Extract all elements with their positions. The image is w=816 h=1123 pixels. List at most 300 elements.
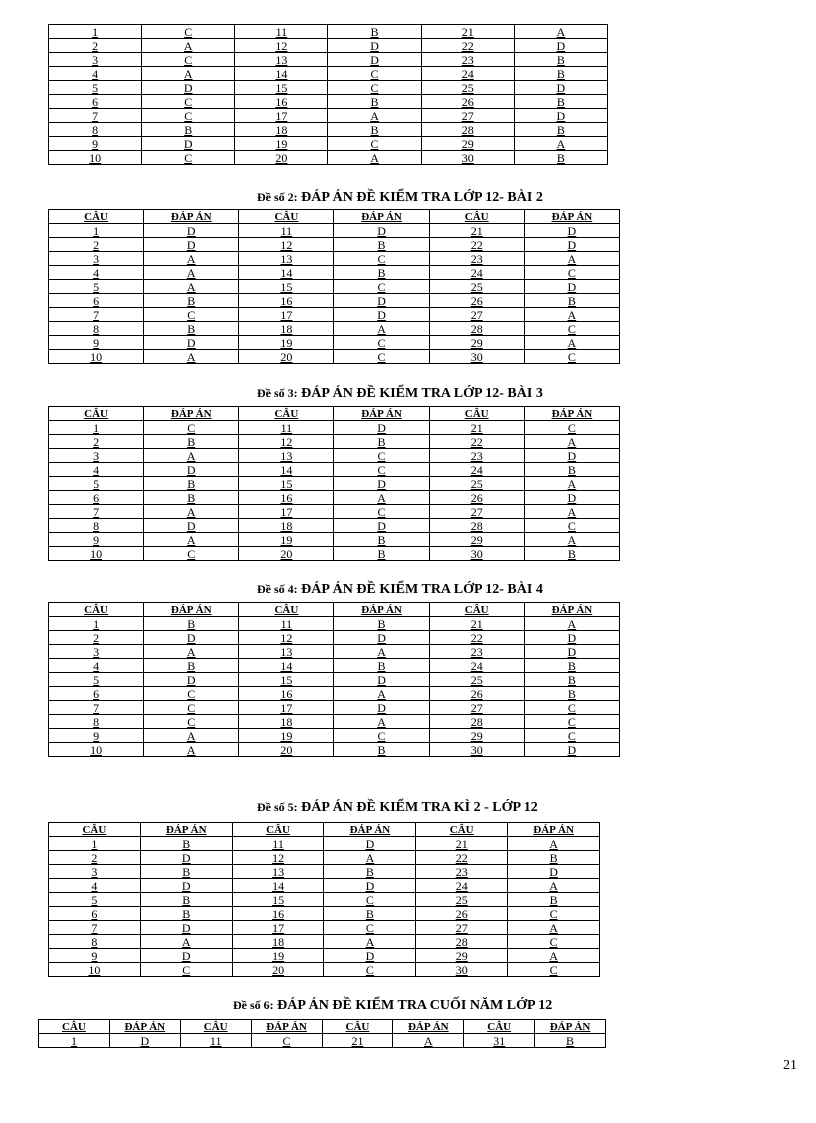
- answer-cell: B: [328, 123, 421, 137]
- table-row: [49, 53, 608, 67]
- table-row: [49, 687, 620, 701]
- question-number-cell: 30: [429, 743, 524, 757]
- answer-cell: D: [334, 224, 429, 238]
- question-number-cell: 23: [429, 645, 524, 659]
- answer-cell: A: [142, 67, 235, 81]
- table-row: [39, 1034, 606, 1048]
- table-row: [49, 865, 600, 879]
- question-number-cell: 17: [239, 308, 334, 322]
- question-number-cell: 25: [429, 673, 524, 687]
- question-number-cell: 13: [232, 865, 324, 879]
- question-number-cell: 9: [49, 533, 144, 547]
- question-number-cell: 9: [49, 949, 141, 963]
- header-cell: CÂU: [49, 407, 144, 421]
- answer-cell: C: [140, 963, 232, 977]
- header-cell: CÂU: [49, 823, 141, 837]
- answer-cell: D: [144, 519, 239, 533]
- question-number-cell: 2: [49, 851, 141, 865]
- table-row: [49, 95, 608, 109]
- table-header-row: [49, 210, 620, 224]
- answer-cell: C: [324, 893, 416, 907]
- answer-cell: C: [524, 729, 619, 743]
- section-heading: ĐÁP ÁN ĐỀ KIỂM TRA CUỐI NĂM LỚP 12: [277, 998, 553, 1013]
- question-number-cell: 3: [49, 449, 144, 463]
- answer-cell: A: [334, 715, 429, 729]
- table-row: [49, 266, 620, 280]
- question-number-cell: 14: [235, 67, 328, 81]
- section-title: [257, 800, 538, 816]
- answer-cell: A: [324, 935, 416, 949]
- question-number-cell: 1: [49, 25, 142, 39]
- question-number-cell: 23: [421, 53, 514, 67]
- table-row: [49, 350, 620, 364]
- question-number-cell: 22: [429, 631, 524, 645]
- header-cell: CÂU: [416, 823, 508, 837]
- answer-cell: B: [140, 865, 232, 879]
- table-row: [49, 39, 608, 53]
- answer-cell: D: [324, 879, 416, 893]
- question-number-cell: 12: [239, 435, 334, 449]
- question-number-cell: 7: [49, 701, 144, 715]
- answer-cell: B: [334, 533, 429, 547]
- question-number-cell: 18: [239, 519, 334, 533]
- question-number-cell: 16: [235, 95, 328, 109]
- answer-cell: B: [334, 547, 429, 561]
- question-number-cell: 6: [49, 95, 142, 109]
- question-number-cell: 29: [429, 533, 524, 547]
- question-number-cell: 24: [429, 659, 524, 673]
- question-number-cell: 18: [235, 123, 328, 137]
- answer-cell: D: [324, 837, 416, 851]
- question-number-cell: 18: [232, 935, 324, 949]
- question-number-cell: 25: [416, 893, 508, 907]
- question-number-cell: 17: [232, 921, 324, 935]
- section-number: Đề số 3:: [257, 386, 298, 400]
- answer-cell: D: [334, 308, 429, 322]
- question-number-cell: 30: [429, 547, 524, 561]
- table-row: [49, 123, 608, 137]
- answer-cell: B: [514, 53, 607, 67]
- answer-cell: D: [328, 39, 421, 53]
- answer-cell: A: [144, 743, 239, 757]
- question-number-cell: 13: [239, 645, 334, 659]
- header-cell: ĐÁP ÁN: [144, 210, 239, 224]
- question-number-cell: 5: [49, 477, 144, 491]
- question-number-cell: 27: [421, 109, 514, 123]
- question-number-cell: 4: [49, 463, 144, 477]
- header-cell: ĐÁP ÁN: [334, 407, 429, 421]
- question-number-cell: 16: [239, 491, 334, 505]
- section-heading: ĐÁP ÁN ĐỀ KIỂM TRA LỚP 12- BÀI 2: [301, 190, 543, 205]
- answer-cell: B: [514, 95, 607, 109]
- answer-cell: B: [524, 673, 619, 687]
- answer-cell: B: [508, 851, 600, 865]
- question-number-cell: 18: [239, 715, 334, 729]
- question-number-cell: 10: [49, 350, 144, 364]
- answer-cell: A: [144, 729, 239, 743]
- answer-cell: B: [508, 893, 600, 907]
- answer-cell: A: [508, 879, 600, 893]
- answer-cell: D: [144, 631, 239, 645]
- question-number-cell: 28: [429, 519, 524, 533]
- question-number-cell: 4: [49, 67, 142, 81]
- header-cell: ĐÁP ÁN: [144, 603, 239, 617]
- question-number-cell: 8: [49, 519, 144, 533]
- header-cell: ĐÁP ÁN: [508, 823, 600, 837]
- answer-cell: B: [144, 659, 239, 673]
- section-heading: ĐÁP ÁN ĐỀ KIỂM TRA LỚP 12- BÀI 3: [301, 386, 543, 401]
- question-number-cell: 26: [429, 491, 524, 505]
- table-row: [49, 851, 600, 865]
- answer-cell: A: [508, 949, 600, 963]
- answer-cell: B: [334, 659, 429, 673]
- question-number-cell: 13: [239, 252, 334, 266]
- table-row: [49, 322, 620, 336]
- question-number-cell: 1: [49, 224, 144, 238]
- table-row: [49, 935, 600, 949]
- header-cell: CÂU: [429, 603, 524, 617]
- question-number-cell: 7: [49, 921, 141, 935]
- section-title: [257, 582, 543, 598]
- answer-cell: A: [144, 533, 239, 547]
- header-cell: ĐÁP ÁN: [334, 603, 429, 617]
- answer-cell: A: [144, 449, 239, 463]
- answer-cell: A: [334, 687, 429, 701]
- answer-cell: B: [328, 95, 421, 109]
- question-number-cell: 7: [49, 505, 144, 519]
- question-number-cell: 1: [49, 837, 141, 851]
- question-number-cell: 28: [416, 935, 508, 949]
- header-cell: ĐÁP ÁN: [535, 1020, 606, 1034]
- question-number-cell: 13: [235, 53, 328, 67]
- question-number-cell: 24: [421, 67, 514, 81]
- answer-cell: A: [524, 617, 619, 631]
- answer-cell: B: [324, 907, 416, 921]
- question-number-cell: 24: [429, 463, 524, 477]
- answer-cell: D: [334, 631, 429, 645]
- answer-cell: D: [334, 673, 429, 687]
- answer-cell: A: [144, 266, 239, 280]
- question-number-cell: 29: [429, 336, 524, 350]
- question-number-cell: 12: [239, 631, 334, 645]
- section-title: [233, 998, 552, 1014]
- table-row: [49, 743, 620, 757]
- question-number-cell: 5: [49, 673, 144, 687]
- answer-cell: D: [140, 949, 232, 963]
- header-cell: ĐÁP ÁN: [393, 1020, 464, 1034]
- table-row: [49, 963, 600, 977]
- answer-cell: C: [142, 151, 235, 165]
- answer-cell: B: [334, 743, 429, 757]
- question-number-cell: 9: [49, 729, 144, 743]
- question-number-cell: 2: [49, 631, 144, 645]
- header-cell: CÂU: [322, 1020, 393, 1034]
- answer-cell: C: [524, 266, 619, 280]
- answer-cell: B: [144, 477, 239, 491]
- question-number-cell: 4: [49, 659, 144, 673]
- answer-cell: C: [524, 322, 619, 336]
- question-number-cell: 23: [416, 865, 508, 879]
- question-number-cell: 4: [49, 266, 144, 280]
- answer-cell: A: [524, 477, 619, 491]
- table-row: [49, 81, 608, 95]
- answer-cell: C: [324, 921, 416, 935]
- section-number: Đề số 5:: [257, 800, 298, 814]
- question-number-cell: 9: [49, 137, 142, 151]
- question-number-cell: 19: [239, 336, 334, 350]
- table-row: [49, 949, 600, 963]
- question-number-cell: 29: [429, 729, 524, 743]
- answer-cell: C: [142, 25, 235, 39]
- answer-cell: C: [334, 350, 429, 364]
- table-row: [49, 435, 620, 449]
- answer-cell: B: [514, 151, 607, 165]
- answer-cell: C: [524, 421, 619, 435]
- answer-cell: A: [334, 491, 429, 505]
- table-row: [49, 701, 620, 715]
- table-row: [49, 837, 600, 851]
- question-number-cell: 9: [49, 336, 144, 350]
- table-row: [49, 547, 620, 561]
- answer-cell: C: [524, 715, 619, 729]
- table-row: [49, 336, 620, 350]
- question-number-cell: 28: [429, 715, 524, 729]
- header-cell: CÂU: [39, 1020, 110, 1034]
- answer-cell: C: [144, 547, 239, 561]
- question-number-cell: 12: [235, 39, 328, 53]
- answer-cell: D: [514, 109, 607, 123]
- header-cell: ĐÁP ÁN: [251, 1020, 322, 1034]
- answer-cell: B: [144, 491, 239, 505]
- answer-cell: A: [524, 336, 619, 350]
- question-number-cell: 1: [49, 617, 144, 631]
- answer-cell: A: [524, 505, 619, 519]
- question-number-cell: 2: [49, 238, 144, 252]
- table-row: [49, 673, 620, 687]
- question-number-cell: 22: [429, 435, 524, 449]
- question-number-cell: 21: [416, 837, 508, 851]
- question-number-cell: 20: [232, 963, 324, 977]
- section-heading: ĐÁP ÁN ĐỀ KIỂM TRA LỚP 12- BÀI 4: [301, 582, 543, 597]
- answer-cell: D: [524, 224, 619, 238]
- answer-cell: C: [334, 463, 429, 477]
- table-row: [49, 421, 620, 435]
- question-number-cell: 26: [429, 687, 524, 701]
- question-number-cell: 22: [416, 851, 508, 865]
- answer-cell: B: [334, 238, 429, 252]
- answer-cell: A: [508, 837, 600, 851]
- question-number-cell: 7: [49, 109, 142, 123]
- question-number-cell: 1: [49, 421, 144, 435]
- question-number-cell: 11: [239, 421, 334, 435]
- answer-cell: C: [524, 350, 619, 364]
- answer-cell: B: [535, 1034, 606, 1048]
- table-row: [49, 617, 620, 631]
- answer-cell: C: [334, 729, 429, 743]
- question-number-cell: 27: [429, 701, 524, 715]
- answer-cell: A: [514, 137, 607, 151]
- answer-cell: B: [524, 547, 619, 561]
- header-cell: ĐÁP ÁN: [524, 210, 619, 224]
- table-row: [49, 252, 620, 266]
- table-row: [49, 729, 620, 743]
- answer-cell: C: [508, 935, 600, 949]
- answer-cell: A: [328, 151, 421, 165]
- table-row: [49, 477, 620, 491]
- section-title: [257, 190, 543, 206]
- question-number-cell: 11: [180, 1034, 251, 1048]
- answer-cell: A: [334, 645, 429, 659]
- table-row: [49, 224, 620, 238]
- answer-cell: A: [524, 308, 619, 322]
- header-cell: CÂU: [49, 603, 144, 617]
- table-row: [49, 137, 608, 151]
- table-header-row: [49, 603, 620, 617]
- answer-cell: C: [251, 1034, 322, 1048]
- answer-cell: D: [140, 921, 232, 935]
- table-row: [49, 109, 608, 123]
- question-number-cell: 6: [49, 491, 144, 505]
- question-number-cell: 13: [239, 449, 334, 463]
- answer-cell: B: [144, 294, 239, 308]
- answer-cell: C: [142, 95, 235, 109]
- table-row: [49, 449, 620, 463]
- header-cell: CÂU: [239, 210, 334, 224]
- answer-cell: D: [514, 81, 607, 95]
- answer-cell: D: [140, 879, 232, 893]
- table-row: [49, 491, 620, 505]
- question-number-cell: 3: [49, 53, 142, 67]
- page-number: 21: [783, 1058, 797, 1073]
- header-cell: CÂU: [239, 603, 334, 617]
- question-number-cell: 22: [421, 39, 514, 53]
- table-header-row: [39, 1020, 606, 1034]
- question-number-cell: 31: [464, 1034, 535, 1048]
- table-row: [49, 659, 620, 673]
- section-number: Đề số 6:: [233, 998, 274, 1012]
- question-number-cell: 25: [421, 81, 514, 95]
- answer-cell: C: [142, 109, 235, 123]
- answer-cell: A: [144, 280, 239, 294]
- answer-cell: D: [524, 631, 619, 645]
- question-number-cell: 3: [49, 865, 141, 879]
- answer-cell: D: [334, 519, 429, 533]
- answer-cell: C: [524, 519, 619, 533]
- question-number-cell: 15: [239, 673, 334, 687]
- table-row: [49, 519, 620, 533]
- table-row: [49, 921, 600, 935]
- answer-cell: D: [334, 421, 429, 435]
- question-number-cell: 14: [239, 659, 334, 673]
- answer-cell: A: [324, 851, 416, 865]
- question-number-cell: 28: [429, 322, 524, 336]
- answer-cell: B: [514, 123, 607, 137]
- answer-cell: A: [393, 1034, 464, 1048]
- table-row: [49, 25, 608, 39]
- question-number-cell: 19: [239, 729, 334, 743]
- question-number-cell: 20: [239, 350, 334, 364]
- answer-cell: D: [142, 137, 235, 151]
- answer-cell: B: [324, 865, 416, 879]
- table-row: [49, 645, 620, 659]
- header-cell: ĐÁP ÁN: [324, 823, 416, 837]
- question-number-cell: 25: [429, 280, 524, 294]
- answer-cell: C: [328, 81, 421, 95]
- question-number-cell: 11: [232, 837, 324, 851]
- question-number-cell: 19: [235, 137, 328, 151]
- answer-cell: D: [109, 1034, 180, 1048]
- section-number: Đề số 2:: [257, 190, 298, 204]
- answer-cell: A: [524, 533, 619, 547]
- answer-cell: A: [144, 252, 239, 266]
- table-row: [49, 151, 608, 165]
- question-number-cell: 21: [322, 1034, 393, 1048]
- answer-cell: D: [334, 477, 429, 491]
- header-cell: CÂU: [429, 407, 524, 421]
- answer-cell: B: [514, 67, 607, 81]
- question-number-cell: 29: [421, 137, 514, 151]
- question-number-cell: 22: [429, 238, 524, 252]
- answer-cell: B: [144, 322, 239, 336]
- header-cell: ĐÁP ÁN: [109, 1020, 180, 1034]
- header-cell: CÂU: [429, 210, 524, 224]
- answer-cell: C: [334, 336, 429, 350]
- header-cell: ĐÁP ÁN: [140, 823, 232, 837]
- answer-cell: D: [140, 851, 232, 865]
- answer-cell: D: [524, 645, 619, 659]
- question-number-cell: 6: [49, 687, 144, 701]
- answer-cell: D: [144, 336, 239, 350]
- question-number-cell: 20: [239, 743, 334, 757]
- question-number-cell: 27: [429, 308, 524, 322]
- table-row: [49, 294, 620, 308]
- question-number-cell: 27: [429, 505, 524, 519]
- answer-cell: B: [142, 123, 235, 137]
- question-number-cell: 12: [239, 238, 334, 252]
- question-number-cell: 14: [239, 463, 334, 477]
- question-number-cell: 20: [239, 547, 334, 561]
- question-number-cell: 19: [239, 533, 334, 547]
- section-title: [257, 386, 543, 402]
- answer-cell: B: [524, 463, 619, 477]
- question-number-cell: 15: [232, 893, 324, 907]
- question-number-cell: 16: [239, 687, 334, 701]
- answer-cell: C: [334, 252, 429, 266]
- answer-table: [48, 406, 620, 561]
- answer-cell: C: [334, 280, 429, 294]
- question-number-cell: 8: [49, 123, 142, 137]
- answer-cell: D: [144, 463, 239, 477]
- question-number-cell: 21: [421, 25, 514, 39]
- answer-cell: D: [144, 673, 239, 687]
- answer-cell: D: [328, 53, 421, 67]
- answer-cell: D: [514, 39, 607, 53]
- header-cell: CÂU: [239, 407, 334, 421]
- answer-cell: A: [144, 350, 239, 364]
- answer-cell: A: [514, 25, 607, 39]
- answer-table: [48, 24, 608, 165]
- question-number-cell: 2: [49, 435, 144, 449]
- question-number-cell: 3: [49, 645, 144, 659]
- question-number-cell: 5: [49, 81, 142, 95]
- answer-table: [48, 822, 600, 977]
- answer-cell: B: [140, 907, 232, 921]
- question-number-cell: 10: [49, 963, 141, 977]
- answer-cell: D: [144, 238, 239, 252]
- answer-cell: A: [524, 252, 619, 266]
- answer-cell: D: [524, 449, 619, 463]
- question-number-cell: 30: [429, 350, 524, 364]
